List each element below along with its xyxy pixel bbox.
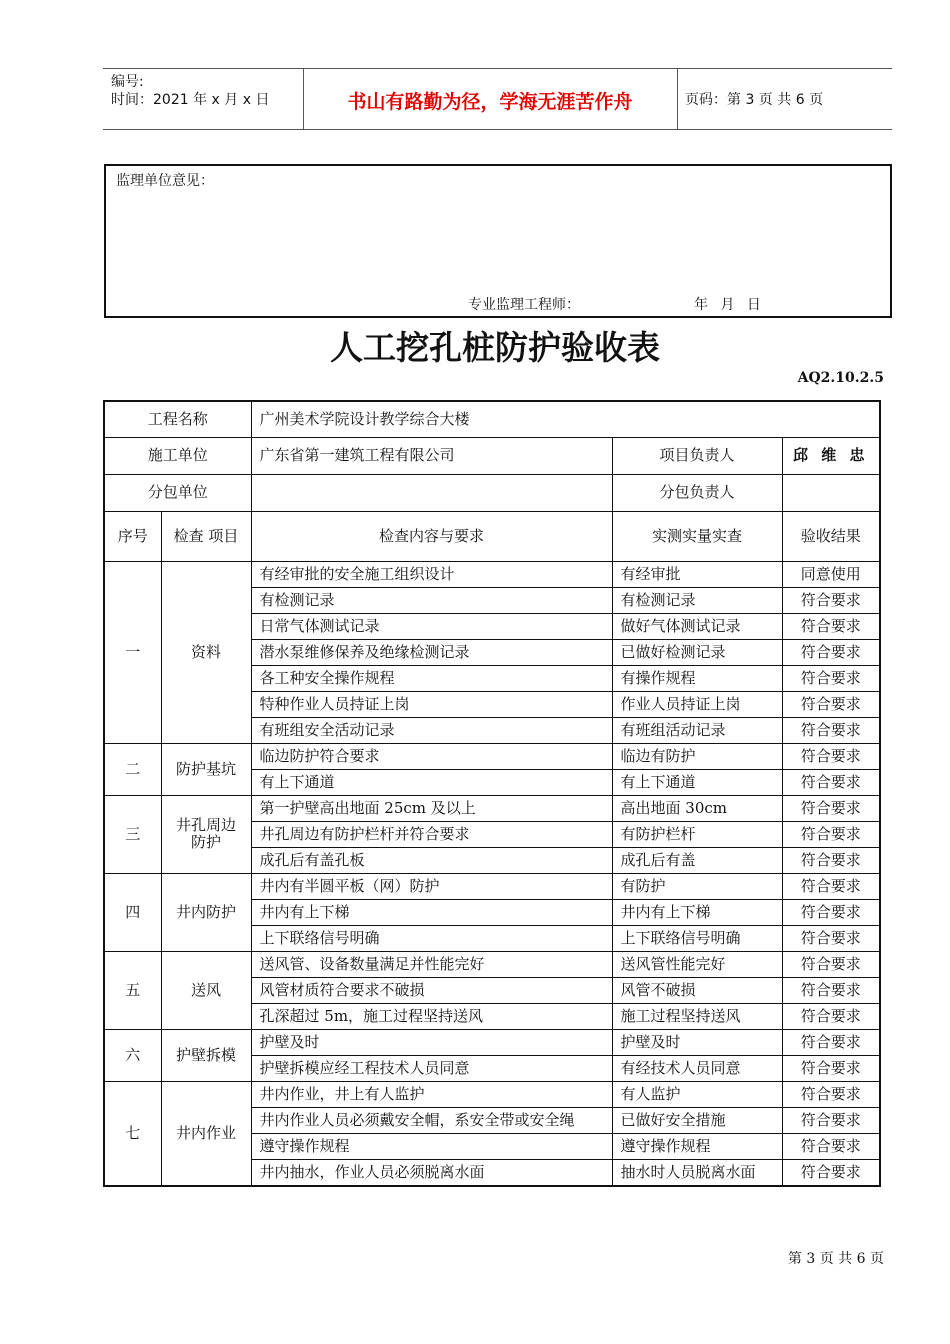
check-content: 特种作业人员持证上岗 (251, 691, 612, 717)
group-item: 井内防护 (161, 873, 251, 951)
actual-check: 有经审批 (612, 561, 782, 587)
table-row (104, 1081, 880, 1107)
acceptance-result: 符合要求 (782, 795, 880, 821)
time-label: 时间：2021 年 x 月 x 日 (111, 92, 270, 108)
actual-check: 遵守操作规程 (612, 1133, 782, 1159)
actual-check: 有防护 (612, 873, 782, 899)
group-item: 井内作业 (161, 1081, 251, 1186)
col-header-no: 序号 (104, 511, 161, 561)
acceptance-result: 符合要求 (782, 1159, 880, 1186)
supervision-label: 监理单位意见： (116, 173, 214, 189)
check-content: 井内作业，井上有人监护 (251, 1081, 612, 1107)
contractor-label: 施工单位 (104, 437, 251, 474)
col-header-item: 检查 项目 (161, 511, 251, 561)
check-content: 风管材质符合要求不破损 (251, 977, 612, 1003)
acceptance-result: 符合要求 (782, 769, 880, 795)
project-name-label: 工程名称 (104, 401, 251, 437)
acceptance-result: 符合要求 (782, 743, 880, 769)
header-motto: 书山有路勤为径，学海无涯苦作舟 (347, 91, 633, 113)
acceptance-result: 符合要求 (782, 847, 880, 873)
check-content: 潜水泵维修保养及绝缘检测记录 (251, 639, 612, 665)
acceptance-result: 符合要求 (782, 613, 880, 639)
acceptance-result: 符合要求 (782, 821, 880, 847)
acceptance-result: 符合要求 (782, 925, 880, 951)
info-row-contractor (104, 437, 880, 474)
acceptance-result: 符合要求 (782, 691, 880, 717)
col-header-result: 验收结果 (782, 511, 880, 561)
group-item: 防护基坑 (161, 743, 251, 795)
check-content: 井内抽水，作业人员必须脱离水面 (251, 1159, 612, 1186)
group-number: 三 (104, 795, 161, 873)
acceptance-result: 符合要求 (782, 1081, 880, 1107)
check-content: 有经审批的安全施工组织设计 (251, 561, 612, 587)
check-content: 井内作业人员必须戴安全帽，系安全带或安全绳 (251, 1107, 612, 1133)
page-header (103, 68, 892, 130)
table-row (104, 743, 880, 769)
actual-check: 作业人员持证上岗 (612, 691, 782, 717)
actual-check: 做好气体测试记录 (612, 613, 782, 639)
actual-check: 有操作规程 (612, 665, 782, 691)
form-title: 人工挖孔桩防护验收表 (330, 328, 660, 367)
check-content: 临边防护符合要求 (251, 743, 612, 769)
supervision-engineer: 专业监理工程师： (468, 297, 580, 313)
actual-check: 已做好安全措施 (612, 1107, 782, 1133)
col-header-content: 检查内容与要求 (251, 511, 612, 561)
sub-manager-value (782, 474, 880, 511)
table-row (104, 561, 880, 587)
column-header-row (104, 511, 880, 561)
manager-value: 邱 维 忠 (782, 437, 880, 474)
check-content: 井内有上下梯 (251, 899, 612, 925)
group-number: 二 (104, 743, 161, 795)
group-item: 护壁拆模 (161, 1029, 251, 1081)
acceptance-result: 同意使用 (782, 561, 880, 587)
supervision-opinion-box (104, 164, 892, 318)
actual-check: 已做好检测记录 (612, 639, 782, 665)
acceptance-result: 符合要求 (782, 717, 880, 743)
acceptance-result: 符合要求 (782, 1107, 880, 1133)
check-content: 有检测记录 (251, 587, 612, 613)
acceptance-table (103, 400, 881, 1187)
actual-check: 有班组活动记录 (612, 717, 782, 743)
actual-check: 抽水时人员脱离水面 (612, 1159, 782, 1186)
acceptance-result: 符合要求 (782, 665, 880, 691)
table-row (104, 951, 880, 977)
actual-check: 临边有防护 (612, 743, 782, 769)
table-row (104, 1029, 880, 1055)
check-content: 井内有半圆平板（网）防护 (251, 873, 612, 899)
acceptance-result: 符合要求 (782, 587, 880, 613)
group-number: 六 (104, 1029, 161, 1081)
group-item: 资料 (161, 561, 251, 743)
actual-check: 有防护栏杆 (612, 821, 782, 847)
form-code: AQ2.10.2.5 (797, 370, 884, 386)
actual-check: 成孔后有盖 (612, 847, 782, 873)
table-row (104, 795, 880, 821)
actual-check: 有人监护 (612, 1081, 782, 1107)
actual-check: 上下联络信号明确 (612, 925, 782, 951)
info-row-project (104, 401, 880, 437)
acceptance-result: 符合要求 (782, 951, 880, 977)
table-row (104, 873, 880, 899)
actual-check: 高出地面 30cm (612, 795, 782, 821)
check-content: 遵守操作规程 (251, 1133, 612, 1159)
acceptance-result: 符合要求 (782, 639, 880, 665)
acceptance-result: 符合要求 (782, 1133, 880, 1159)
check-content: 第一护壁高出地面 25cm 及以上 (251, 795, 612, 821)
acceptance-result: 符合要求 (782, 1029, 880, 1055)
acceptance-result: 符合要求 (782, 1003, 880, 1029)
check-content: 成孔后有盖孔板 (251, 847, 612, 873)
header-meta (111, 73, 269, 109)
group-item: 送风 (161, 951, 251, 1029)
actual-check: 有经技术人员同意 (612, 1055, 782, 1081)
supervision-date: 年 月 日 (694, 297, 761, 313)
check-content: 护壁拆模应经工程技术人员同意 (251, 1055, 612, 1081)
header-divider (677, 69, 678, 129)
group-item: 井孔周边防护 (161, 795, 251, 873)
actual-check: 井内有上下梯 (612, 899, 782, 925)
actual-check: 有检测记录 (612, 587, 782, 613)
group-number: 七 (104, 1081, 161, 1186)
check-content: 有班组安全活动记录 (251, 717, 612, 743)
manager-label: 项目负责人 (612, 437, 782, 474)
sub-manager-label: 分包负责人 (612, 474, 782, 511)
check-content: 各工种安全操作规程 (251, 665, 612, 691)
acceptance-result: 符合要求 (782, 873, 880, 899)
info-row-subcontractor (104, 474, 880, 511)
check-content: 日常气体测试记录 (251, 613, 612, 639)
actual-check: 施工过程坚持送风 (612, 1003, 782, 1029)
acceptance-result: 符合要求 (782, 977, 880, 1003)
group-number: 五 (104, 951, 161, 1029)
actual-check: 风管不破损 (612, 977, 782, 1003)
check-content: 送风管、设备数量满足并性能完好 (251, 951, 612, 977)
number-label: 编号: (111, 74, 144, 90)
page-footer: 第 3 页 共 6 页 (787, 1251, 884, 1267)
actual-check: 送风管性能完好 (612, 951, 782, 977)
group-number: 一 (104, 561, 161, 743)
header-page-number: 页码：第 3 页 共 6 页 (685, 92, 824, 108)
check-content: 有上下通道 (251, 769, 612, 795)
check-content: 孔深超过 5m，施工过程坚持送风 (251, 1003, 612, 1029)
actual-check: 护壁及时 (612, 1029, 782, 1055)
acceptance-result: 符合要求 (782, 1055, 880, 1081)
check-content: 护壁及时 (251, 1029, 612, 1055)
contractor-value: 广东省第一建筑工程有限公司 (251, 437, 612, 474)
project-name-value: 广州美术学院设计教学综合大楼 (251, 401, 880, 437)
actual-check: 有上下通道 (612, 769, 782, 795)
check-content: 上下联络信号明确 (251, 925, 612, 951)
subcontractor-value (251, 474, 612, 511)
col-header-actual: 实测实量实查 (612, 511, 782, 561)
check-content: 井孔周边有防护栏杆并符合要求 (251, 821, 612, 847)
acceptance-result: 符合要求 (782, 899, 880, 925)
subcontractor-label: 分包单位 (104, 474, 251, 511)
group-number: 四 (104, 873, 161, 951)
